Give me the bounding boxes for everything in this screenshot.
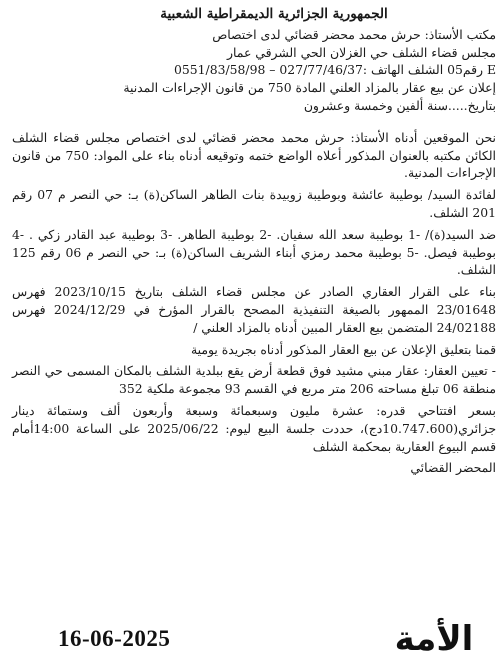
phone-line: E رقم05 الشلف الهاتف :027/77/46/37 – 0551/83/58/98 (173, 62, 496, 78)
announcement-date-line: بتاريخ.....سنة ألفين وخمسة وعشرون (303, 97, 496, 113)
page-footer (0, 600, 504, 672)
logo-text: الأمة (394, 619, 474, 659)
beneficiary-paragraph: لفائدة السيد/ بوطيبة عائشة وبوطيبة زوبيدة بنات الطاهر الساكن(ة) بـ: حي النصر م 07 رقم 201 الشلف. (12, 187, 496, 220)
bailiff-office-line: مكتب الأستاذ: حرش محمد محضر قضائي لدى اختصاص (212, 26, 496, 42)
announcement-title: إعلان عن بيع عقار بالمزاد العلني المادة 750 من قانون الإجراءات المدنية (123, 80, 496, 96)
newspaper-logo (392, 608, 476, 664)
property-paragraph: - تعيين العقار: عقار مبني مشيد فوق قطعة أرض يقع ببلدية الشلف بالمكان المسمى حي النصر منطقة 06 تبلغ مساحته 206 متر مربع في القسم 93 مجموعة ملكية 352 (12, 363, 496, 397)
signature-line: المحضر القضائي (410, 460, 496, 476)
republic-title: الجمهورية الجزائرية الديمقراطية الشعبية (160, 6, 388, 22)
legal-basis-paragraph: بناء على القرار العقاري الصادر عن مجلس قضاء الشلف بتاريخ 2023/10/15 فهرس 23/01648 الممهور بالصيغة التنفيذية المصحح بالقرار المؤرخ في 2024/12/29 فهرس 24/02188 المتضمن بيع العقار المبين أدناه بالمزاد العلني / (12, 284, 496, 335)
price-paragraph: بسعر افتتاحي قدره: عشرة مليون وسبعمائة وسبعة وأربعون ألف وستمائة دينار جزائري(10.747.600دج)، حددت جلسة البيع ليوم: 2025/06/22 على الساعة 14:00أمام قسم البيوع العقارية بمحكمة الشلف (12, 402, 496, 454)
newspaper-logo-icon (392, 608, 476, 664)
auction-notice (12, 6, 496, 477)
publication-paragraph: قمنا بتعليق الإعلان عن بيع العقار المذكور أدناه بجريدة يومية (190, 341, 496, 357)
publication-date: 16-06-2025 (58, 626, 171, 651)
court-address-line: مجلس قضاء الشلف حي الغزلان الحي الشرقي عمار (227, 44, 496, 60)
intro-paragraph: نحن الموقعين أدناه الأستاذ: حرش محمد محضر قضائي لدى اختصاص مجلس قضاء الشلف الكائن مكتبه بالعنوان المذكور أعلاه الواضع ختمه وتوقيعه أدناه بناء على المواد: 750 من قانون الإجراءات المدنية. (12, 129, 496, 181)
defendants-paragraph: ضد السيد(ة)/ -1 بوطيبة سعد الله سفيان. -2 بوطيبة الطاهر. -3 بوطيبة عبد القادر زكي . -4 بوطيبة فيصل. -5 بوطيبة محمد رمزي أبناء الشريف الساكن(ة) بـ: حي النصر م 06 رقم 125 الشلف. (12, 226, 496, 278)
